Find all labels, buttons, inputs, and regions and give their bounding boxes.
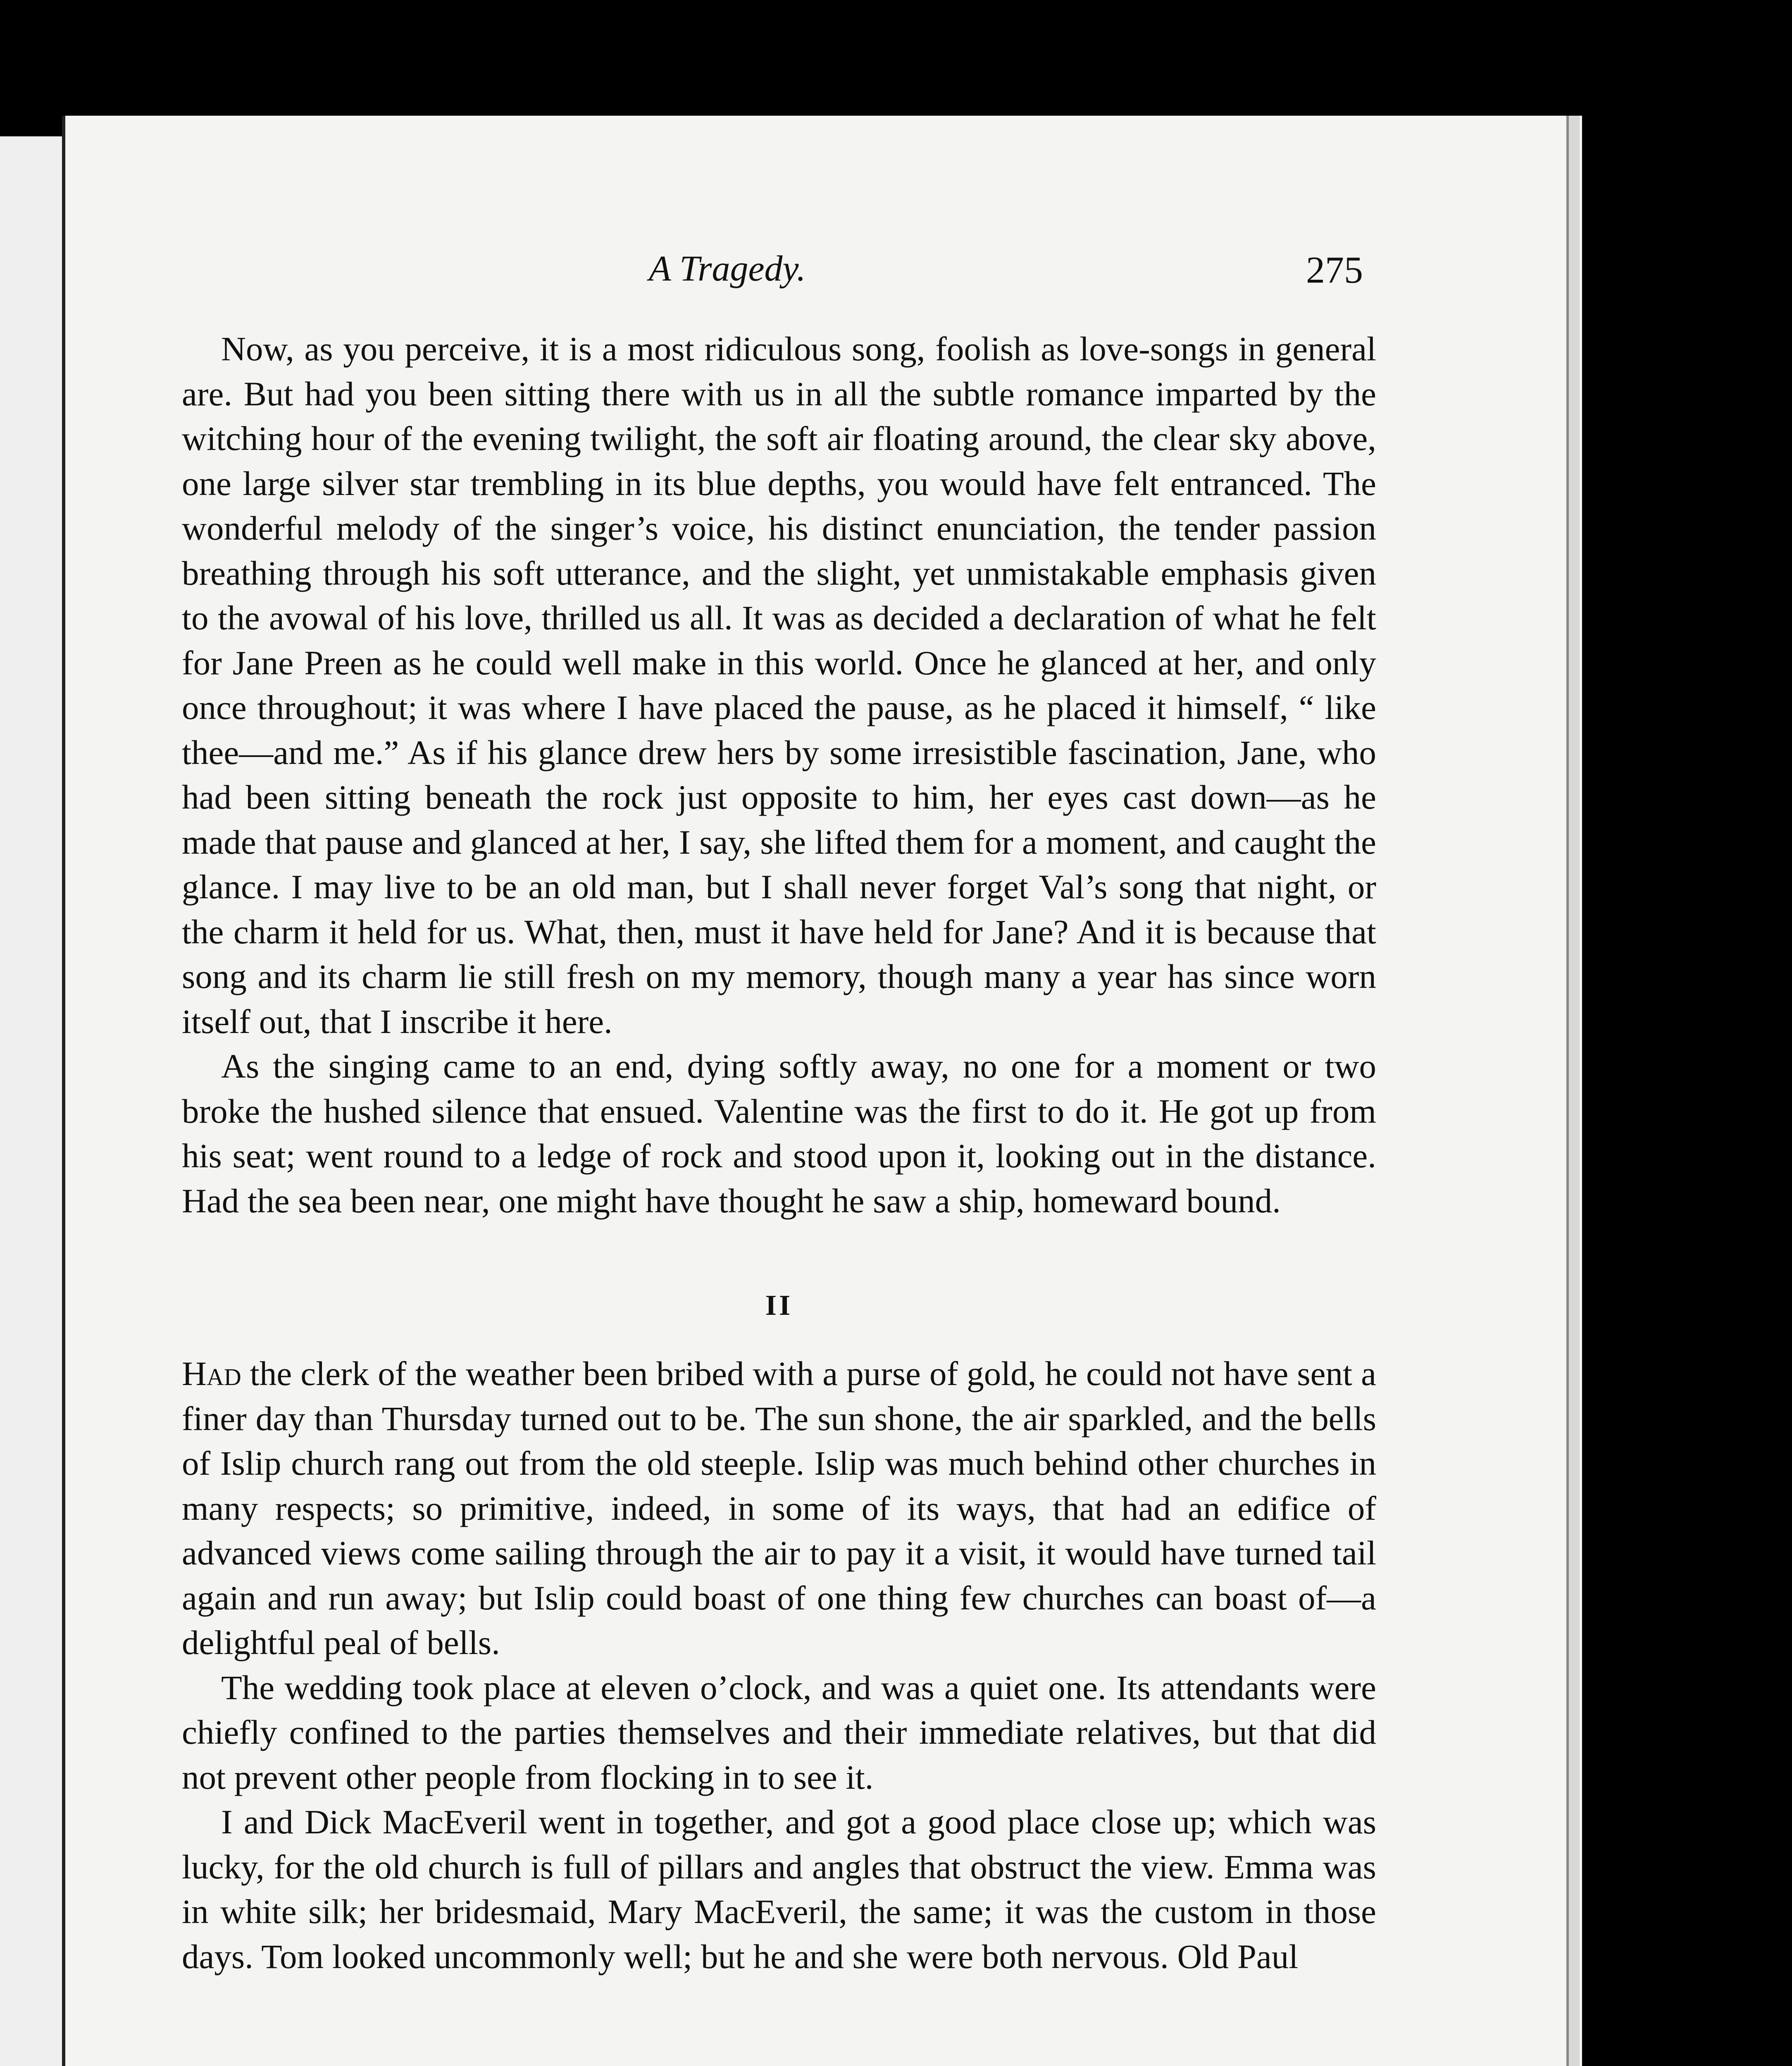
- paragraph: The wedding took place at eleven o’clock, and was a quiet one. Its attendants were chiefly confined to the parties themselves and their immediate relatives, but that did not prevent other people from flocking in to see it.: [182, 1668, 1376, 1796]
- page-fore-edge: [1566, 116, 1580, 2066]
- section-numeral: II: [765, 1290, 793, 1321]
- paragraph: I and Dick MacEveril went in together, and got a good place close up; which was lucky, for the old church is full of pillars and angles that obstruct the view. Emma was in white silk; her bridesmaid, Mary MacEveril, the same; it was the custom in those days. Tom looked uncommonly well; but he and she were both nervous. Old Paul: [182, 1803, 1376, 1976]
- section-opening-text: the clerk of the weather been bribed with a purse of gold, he could not have sent a finer day than Thursday turned out to be. The sun shone, the air sparkled, and the bells of Islip church rang out from the old steeple. Islip was much behind other churches in many respects; so primitive, indeed, in some of its ways, that had an edifice of advanced views come sailing through the air to pay it a visit, it would have turned tail again and run away; but Islip could boast of one thing few churches can boast of—a delightful peal of bells.: [182, 1354, 1376, 1661]
- page-number: 275: [1306, 249, 1363, 291]
- running-title: A Tragedy.: [649, 249, 806, 289]
- paragraph: Now, as you perceive, it is a most ridiculous song, foolish as love-songs in general are. But had you been sitting there with us in all the subtle romance imparted by the witching hour of the evening twilight, the soft air floating around, the clear sky above, one large silver star trembling in its blue depths, you would have felt entranced. The wonderful melody of the singer’s voice, his distinct enunciation, the tender passion breathing through his soft utterance, and the slight, yet unmistakable emphasis given to the avowal of his love, thrilled us all. It was as decided a declaration of what he felt for Jane Preen as he could well make in this world. Once he glanced at her, and only once throughout; it was where I have placed the pause, as he placed it himself, “ like thee—and me.” As if his glance drew hers by some irresistible fascination, Jane, who had been sitting beneath the rock just opposite to him, her eyes cast down—as he made that pause and glanced at her, I say, she lifted them for a moment, and caught the glance. I may live to be an old man, but I shall never forget Val’s song that night, or the charm it held for us. What, then, must it have held for Jane? And it is because that song and its charm lie still fresh on my memory, though many a year has since worn itself out, that I inscribe it here.: [182, 330, 1376, 1040]
- section-opening-paragraph: [182, 1351, 1376, 1665]
- body-text: [182, 326, 1376, 1979]
- paragraph: As the singing came to an end, dying softly away, no one for a moment or two broke the hushed silence that ensued. Valentine was the first to do it. He got up from his seat; went round to a ledge of rock and stood upon it, looking out in the distance. Had the sea been near, one might have thought he saw a ship, homeward bound.: [182, 1047, 1376, 1220]
- previous-page-edge: [0, 136, 68, 2066]
- section-lead-word: Had: [182, 1354, 241, 1392]
